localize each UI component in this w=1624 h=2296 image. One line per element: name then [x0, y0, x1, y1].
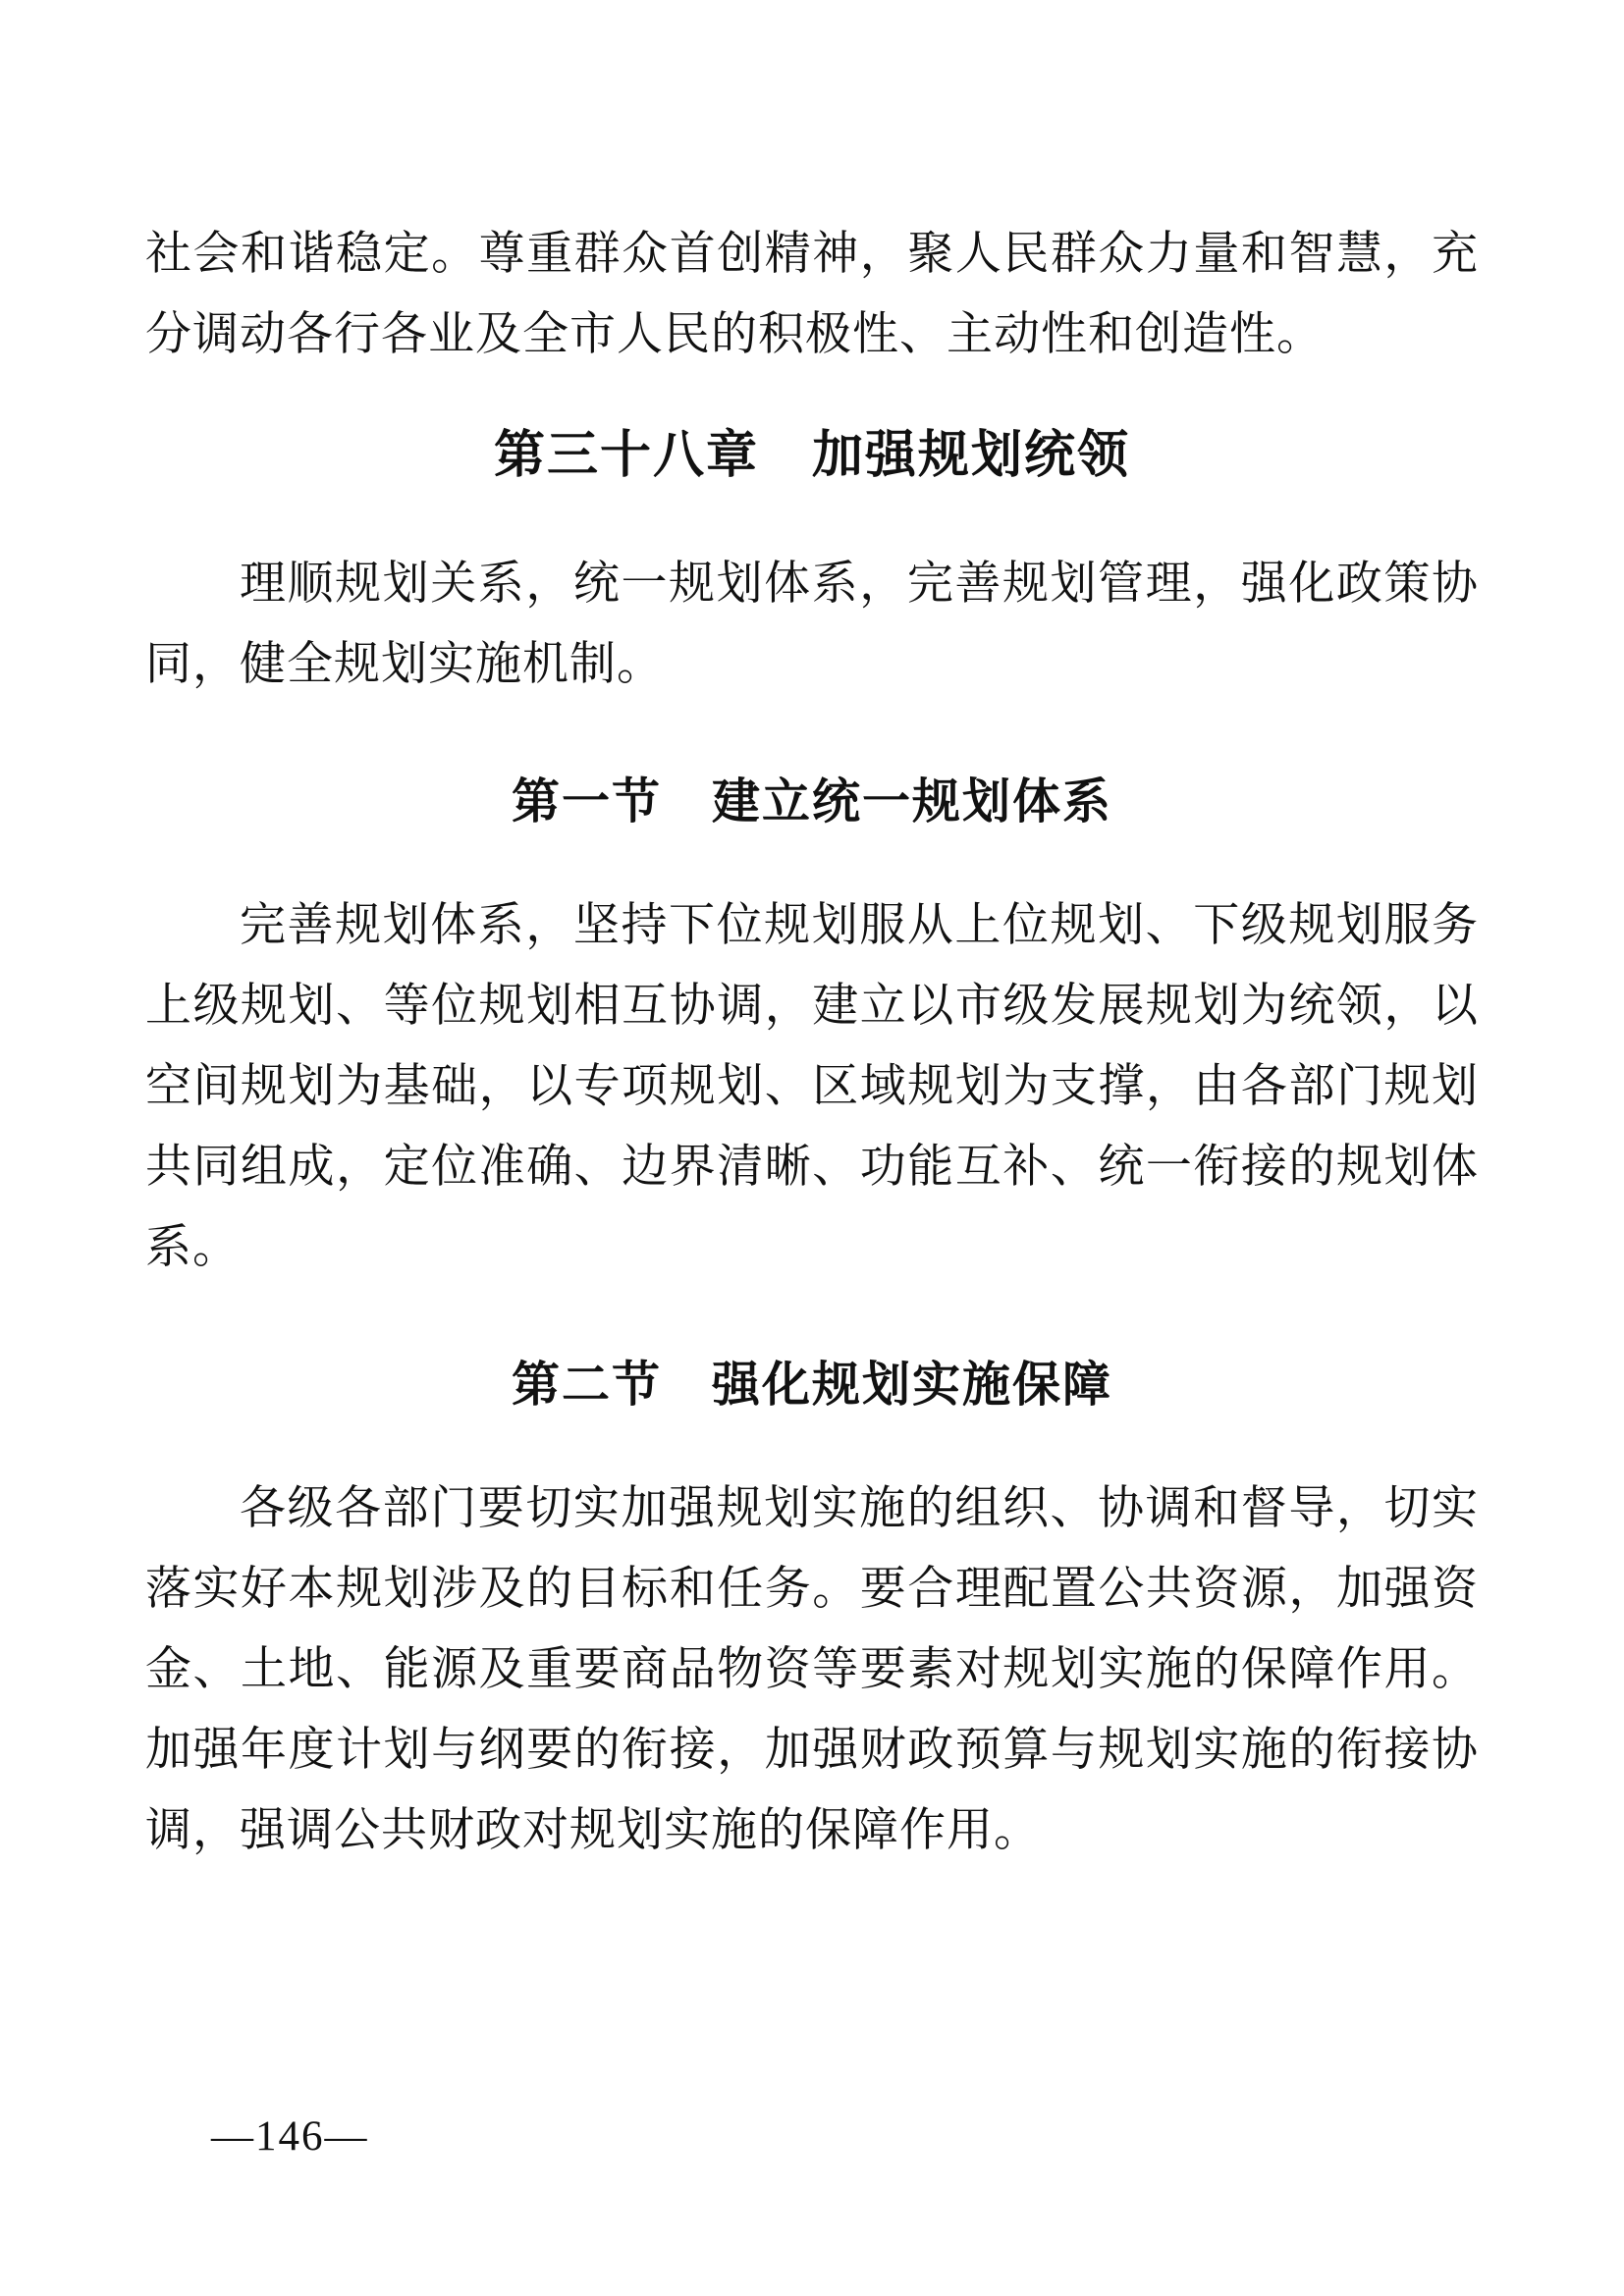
chapter-intro-paragraph: 理顺规划关系，统一规划体系，完善规划管理，强化政策协同，健全规划实施机制。 [145, 559, 1479, 690]
section-2-paragraph: 各级各部门要切实加强规划实施的组织、协调和督导，切实落实好本规划涉及的目标和任务。要合理配置公共资源，加强资金、土地、能源及重要商品物资等要素对规划实施的保障作用。加强年度计划与纲要的衔接，加强财政预算与规划实施的衔接协调，强调公共财政对规划实施的保障作用。 [145, 1483, 1479, 1856]
page-number: —146— [211, 2113, 369, 2160]
section-2-heading: 第二节 强化规划实施保障 [511, 1359, 1112, 1412]
paragraph-continuation: 社会和谐稳定。尊重群众首创精神，聚人民群众力量和智慧，充分调动各行各业及全市人民的积极性、主动性和创造性。 [145, 229, 1479, 360]
section-1-paragraph: 完善规划体系，坚持下位规划服从上位规划、下级规划服务上级规划、等位规划相互协调，建立以市级发展规划为统领，以空间规划为基础，以专项规划、区域规划为支撑，由各部门规划共同组成，定位准确、边界清晰、功能互补、统一衔接的规划体系。 [145, 900, 1479, 1273]
section-1-heading: 第一节 建立统一规划体系 [511, 775, 1112, 828]
chapter-heading: 第三十八章 加强规划统领 [493, 428, 1130, 484]
